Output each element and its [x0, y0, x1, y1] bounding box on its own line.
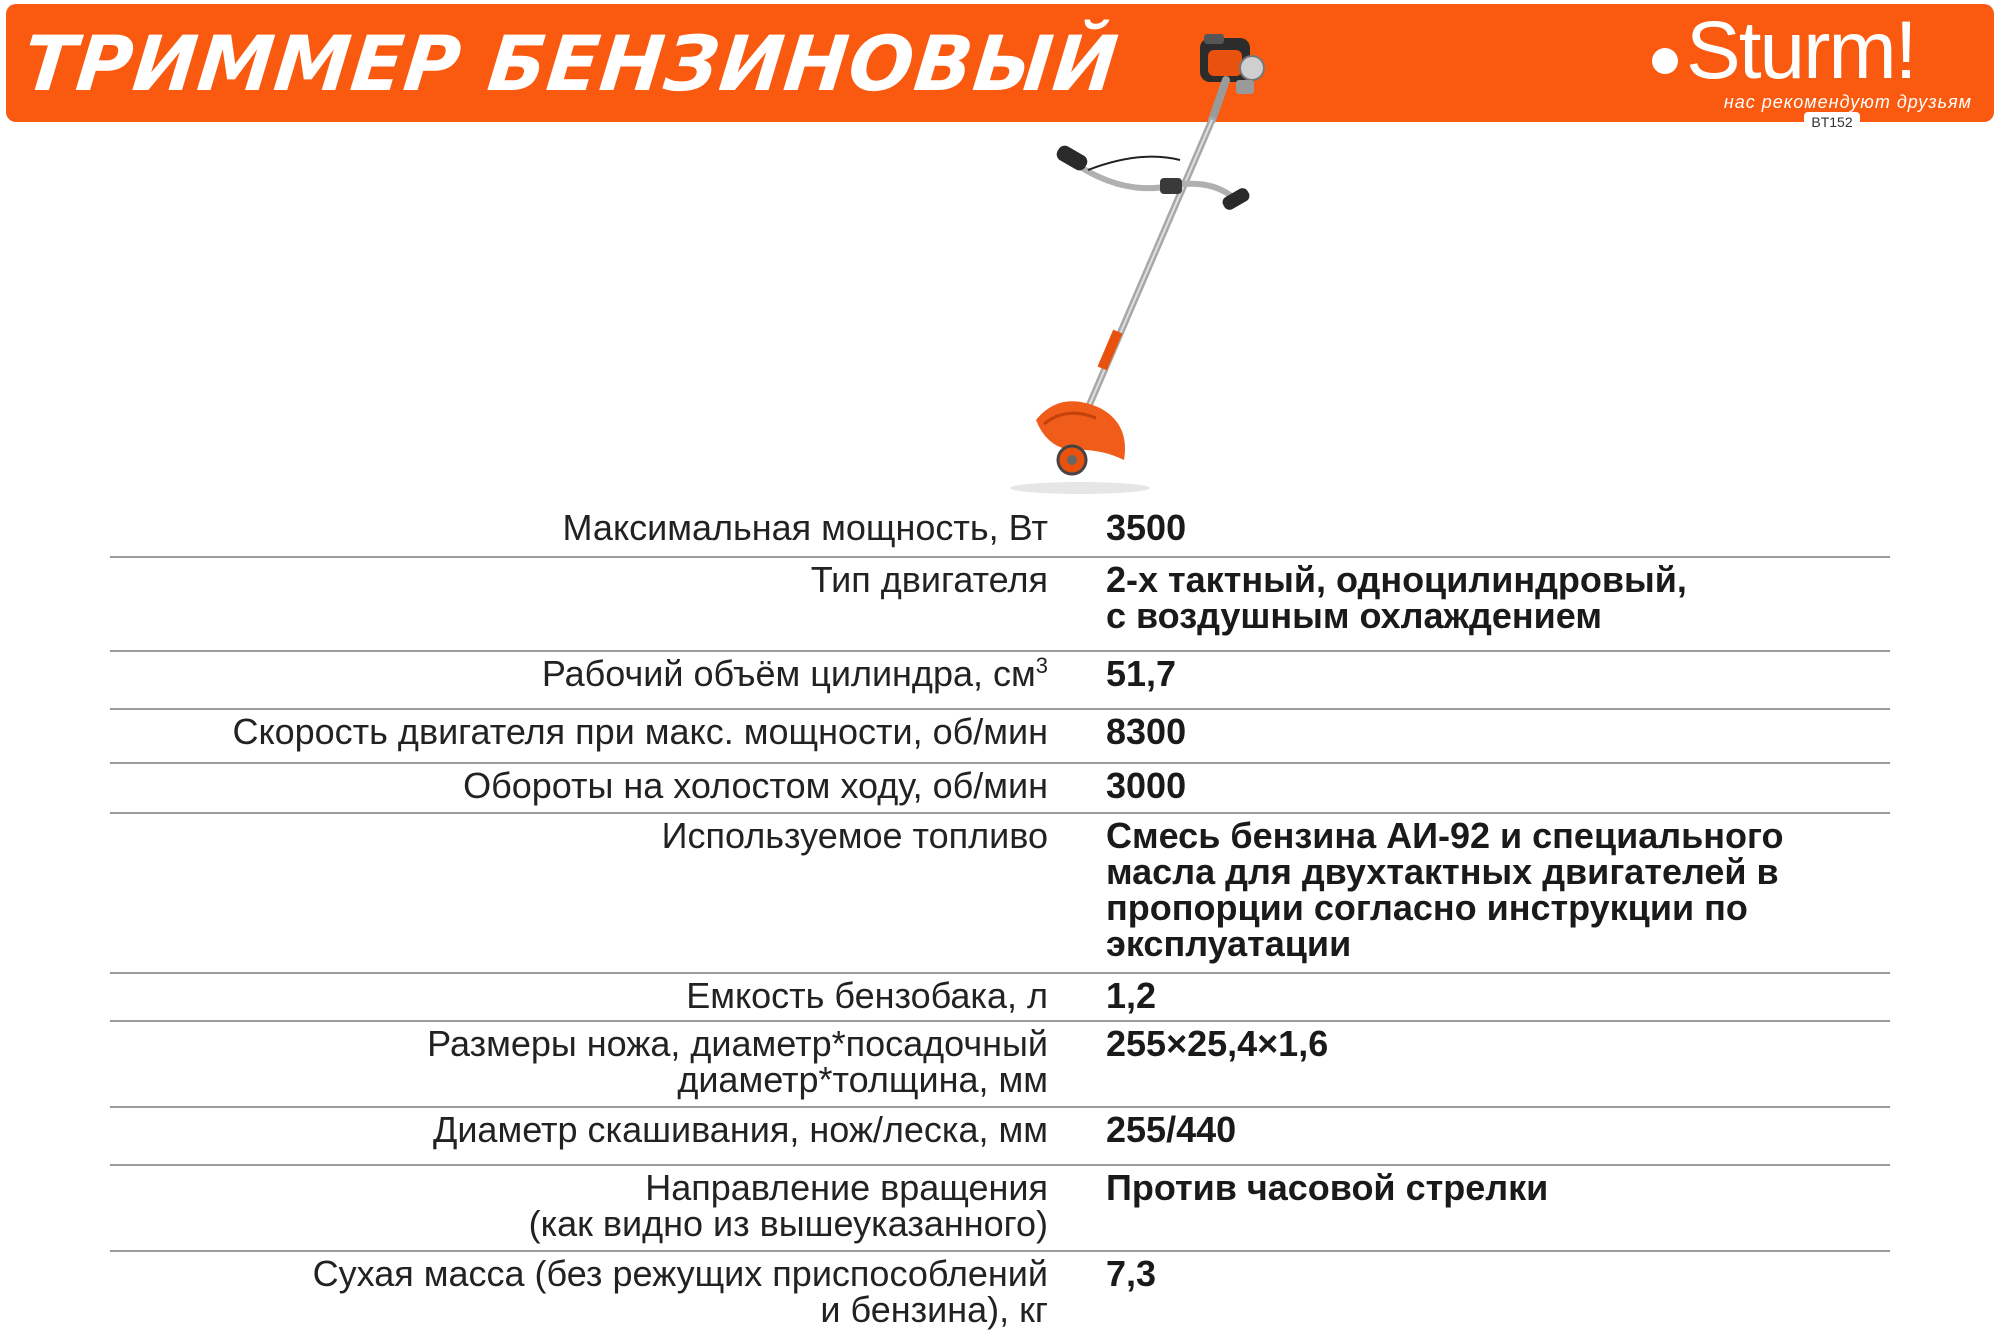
- spec-value: 255×25,4×1,6: [1106, 1023, 1329, 1064]
- table-row: [110, 1022, 1890, 1108]
- spec-label: Скорость двигателя при макс. мощности, об/мин: [232, 711, 1048, 752]
- table-row: [110, 710, 1890, 764]
- spec-value: 3000: [1106, 765, 1187, 806]
- spec-value: 3500: [1106, 507, 1187, 548]
- spec-value: 255/440: [1106, 1109, 1237, 1150]
- engine-icon: [1200, 34, 1264, 94]
- spec-label: Обороты на холостом ходу, об/мин: [463, 765, 1048, 806]
- table-row: [110, 1252, 1890, 1342]
- spec-value: Смесь бензина АИ-92 и специального масла для двухтактных двигателей в пропорции согласно инструкции по эксплуатации: [1106, 815, 1784, 964]
- table-row: [110, 1108, 1890, 1166]
- model-tag: BT152: [1804, 112, 1860, 132]
- spec-label-superscript: 3: [1035, 653, 1048, 678]
- cutter-guard-icon: [1036, 401, 1125, 474]
- spec-value: Против часовой стрелки: [1106, 1167, 1549, 1208]
- spec-value: 51,7: [1106, 653, 1177, 694]
- table-row: [110, 506, 1890, 558]
- spec-label: Направление вращения (как видно из вышеуказанного): [528, 1167, 1048, 1244]
- spec-value: 7,3: [1106, 1253, 1157, 1294]
- table-row: [110, 558, 1890, 652]
- handlebar-icon: [1054, 143, 1251, 212]
- spec-value: 8300: [1106, 711, 1187, 752]
- specs-table: [110, 506, 1890, 1342]
- spec-label: Используемое топливо: [661, 815, 1048, 856]
- spec-label: Размеры ножа, диаметр*посадочный диаметр*толщина, мм: [427, 1023, 1048, 1100]
- spec-label: Сухая масса (без режущих приспособлений и бензина), кг: [312, 1253, 1048, 1330]
- spec-label-text: Рабочий объём цилиндра, см: [541, 653, 1036, 694]
- spec-value: 2-х тактный, одноцилиндровый, с воздушным охлаждением: [1106, 559, 1687, 636]
- brand-slogan: нас рекомендуют друзьям: [1723, 92, 1972, 112]
- table-row: [110, 974, 1890, 1022]
- logo-dot-icon: [1652, 48, 1678, 74]
- table-row: [110, 652, 1890, 710]
- brand-name: Sturm!: [1686, 5, 1916, 96]
- spec-value: 1,2: [1106, 975, 1157, 1016]
- spec-label: Максимальная мощность, Вт: [562, 507, 1048, 548]
- spec-label: Емкость бензобака, л: [686, 975, 1048, 1016]
- page-title: ТРИММЕР БЕНЗИНОВЫЙ: [19, 19, 1123, 108]
- table-row: [110, 814, 1890, 974]
- spec-label: [110, 652, 1048, 708]
- spec-label: Диаметр скашивания, нож/леска, мм: [432, 1109, 1048, 1150]
- trimmer-product-image: [1000, 10, 1310, 510]
- spec-label: Тип двигателя: [810, 559, 1048, 600]
- brand-logo: [1646, 5, 1976, 116]
- table-row: [110, 764, 1890, 814]
- table-row: [110, 1166, 1890, 1252]
